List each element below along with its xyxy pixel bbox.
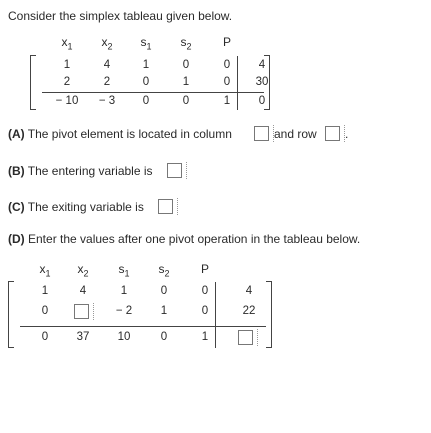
t2-header-p: P — [200, 262, 209, 276]
t2-cell: 4 — [79, 285, 87, 297]
separator — [177, 198, 179, 215]
part-d-question — [8, 232, 360, 246]
t2-header-s1: $s_1$ — [118, 262, 130, 279]
t2-cell: 22 — [242, 305, 256, 317]
separator — [186, 162, 188, 179]
t2-cell: 1 — [201, 331, 209, 343]
t1-cell: 0 — [182, 59, 190, 71]
t2-cell: 0 — [41, 305, 49, 317]
t1-header-x2: $x_2$ — [101, 35, 113, 52]
t1-header-x1: $x_1$ — [61, 35, 73, 52]
t1-divider-h — [42, 92, 264, 93]
t1-cell: 0 — [258, 95, 266, 107]
t1-cell: 1 — [223, 95, 231, 107]
t2-header-s2: $s_2$ — [158, 262, 170, 279]
t1-cell: − 10 — [55, 95, 79, 107]
t1-cell: 0 — [223, 59, 231, 71]
t1-header-s1: $s_1$ — [140, 35, 152, 52]
t1-cell: 1 — [182, 76, 190, 88]
part-a-mid-text: and row — [274, 127, 317, 141]
part-b-question — [8, 164, 153, 178]
t2-cell: 37 — [76, 331, 90, 343]
t1-cell: 0 — [182, 95, 190, 107]
intro-text: Consider the simplex tableau given below. — [8, 9, 233, 23]
t1-cell: 30 — [255, 76, 269, 88]
part-b-label: (B) — [8, 164, 25, 178]
t2-input-row3-rhs[interactable] — [238, 330, 253, 345]
t2-left-bracket — [8, 281, 14, 348]
t2-cell: 4 — [245, 285, 253, 297]
t2-cell: − 2 — [115, 305, 133, 317]
t1-cell: 4 — [103, 59, 111, 71]
t1-cell: 2 — [63, 76, 71, 88]
part-a-text: The pivot element is located in column — [24, 127, 232, 141]
t2-cell: 0 — [201, 305, 209, 317]
t2-cell: 0 — [201, 285, 209, 297]
t1-cell: 1 — [142, 59, 150, 71]
t1-cell: 4 — [258, 59, 266, 71]
entering-variable-input[interactable] — [167, 163, 182, 178]
t2-cell: 0 — [160, 331, 168, 343]
t2-input-row2-x2[interactable] — [74, 304, 89, 319]
separator — [257, 329, 259, 346]
t2-right-bracket — [266, 281, 272, 348]
pivot-row-input[interactable] — [325, 126, 340, 141]
separator — [93, 303, 95, 320]
t1-header-p: P — [222, 35, 231, 49]
part-a-question — [8, 127, 232, 141]
t1-cell: 1 — [63, 59, 71, 71]
t1-cell: 0 — [223, 76, 231, 88]
t2-header-x1: $x_1$ — [39, 262, 51, 279]
t2-cell: 1 — [160, 305, 168, 317]
t2-header-x2: $x_2$ — [77, 262, 89, 279]
pivot-column-input[interactable] — [254, 126, 269, 141]
part-c-question — [8, 200, 144, 214]
exiting-variable-input[interactable] — [158, 199, 173, 214]
part-a-label: (A) — [8, 127, 25, 141]
t2-cell: 1 — [41, 285, 49, 297]
part-d-text: Enter the values after one pivot operation in the tableau below. — [24, 232, 361, 246]
t1-cell: 2 — [103, 76, 111, 88]
t2-divider-h — [20, 326, 266, 327]
t2-cell: 0 — [41, 331, 49, 343]
t1-cell: 0 — [142, 76, 150, 88]
part-d-label: (D) — [8, 232, 25, 246]
t2-cell: 1 — [120, 285, 128, 297]
part-a-end-text: . — [345, 127, 349, 141]
t2-cell: 0 — [160, 285, 168, 297]
part-b-text: The entering variable is — [24, 164, 153, 178]
part-c-text: The exiting variable is — [24, 200, 144, 214]
t1-left-bracket — [30, 55, 36, 110]
t2-cell: 10 — [117, 331, 131, 343]
t1-cell: − 3 — [98, 95, 116, 107]
t1-header-s2: $s_2$ — [180, 35, 192, 52]
t1-cell: 0 — [142, 95, 150, 107]
part-c-label: (C) — [8, 200, 25, 214]
